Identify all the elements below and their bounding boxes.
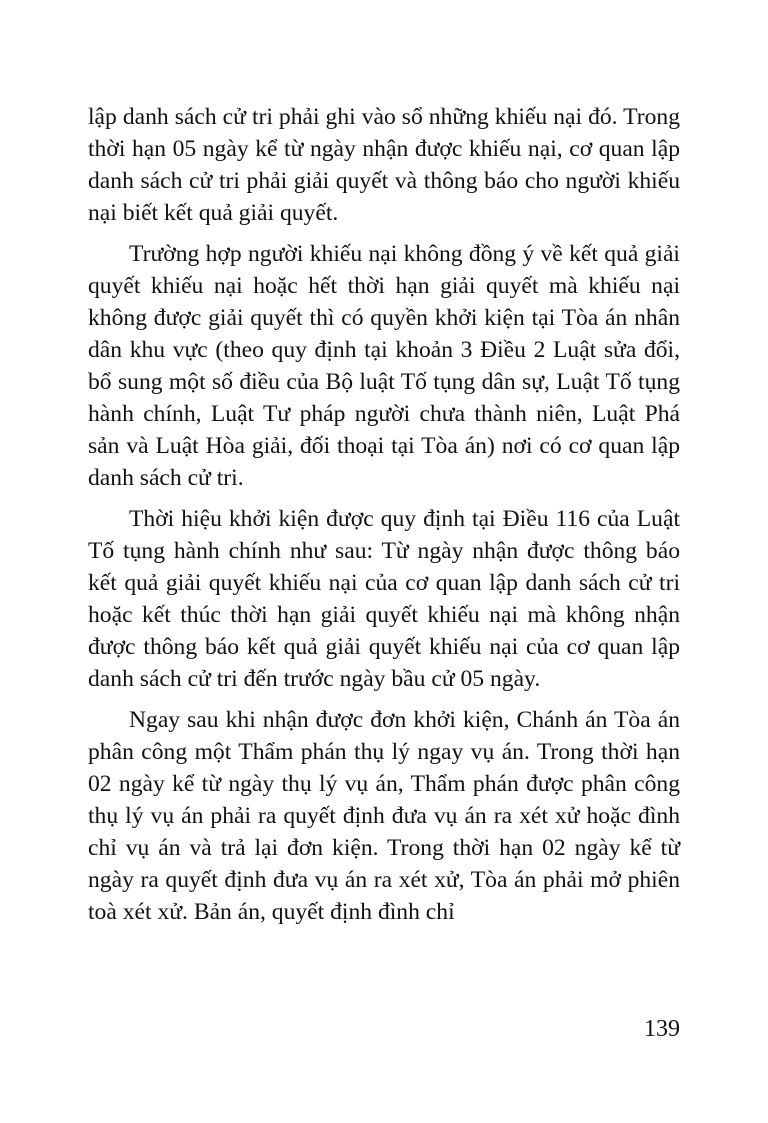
paragraph-court-procedure: Ngay sau khi nhận được đơn khởi kiện, Chánh án Tòa án phân công một Thẩm phán thụ lý ngay vụ án. Trong thời hạn 02 ngày kể từ ngày thụ lý vụ án, Thẩm phán được phân công thụ lý vụ án phải ra quyết định đưa vụ án ra xét xử hoặc đình chỉ vụ án và trả lại đơn kiện. Trong thời hạn 02 ngày kể từ ngày ra quyết định đưa vụ án ra xét xử, Tòa án phải mở phiên toà xét xử. Bản án, quyết định đình chỉ (88, 707, 680, 925)
page-number: 139 (644, 1016, 680, 1042)
paragraph-complaint-lawsuit: Trường hợp người khiếu nại không đồng ý về kết quả giải quyết khiếu nại hoặc hết thời hạn giải quyết mà khiếu nại không được giải quyết thì có quyền khởi kiện tại Tòa án nhân dân khu vực (theo quy định tại khoản 3 Điều 2 Luật sửa đổi, bổ sung một số điều của Bộ luật Tố tụng dân sự, Luật Tố tụng hành chính, Luật Tư pháp người chưa thành niên, Luật Phá sản và Luật Hòa giải, đối thoại tại Tòa án) nơi có cơ quan lập danh sách cử tri. (88, 241, 680, 491)
paragraph-continued-from-previous-page: lập danh sách cử tri phải ghi vào sổ những khiếu nại đó. Trong thời hạn 05 ngày kể từ ngày nhận được khiếu nại, cơ quan lập danh sách cử tri phải giải quyết và thông báo cho người khiếu nại biết kết quả giải quyết. (88, 104, 680, 226)
paragraph-statute-of-limitations: Thời hiệu khởi kiện được quy định tại Điều 116 của Luật Tố tụng hành chính như sau: Từ ngày nhận được thông báo kết quả giải quyết khiếu nại của cơ quan lập danh sách cử tri hoặc kết thúc thời hạn giải quyết khiếu nại mà không nhận được thông báo kết quả giải quyết khiếu nại của cơ quan lập danh sách cử tri đến trước ngày bầu cử 05 ngày. (88, 506, 680, 692)
page-body-text (88, 101, 680, 937)
